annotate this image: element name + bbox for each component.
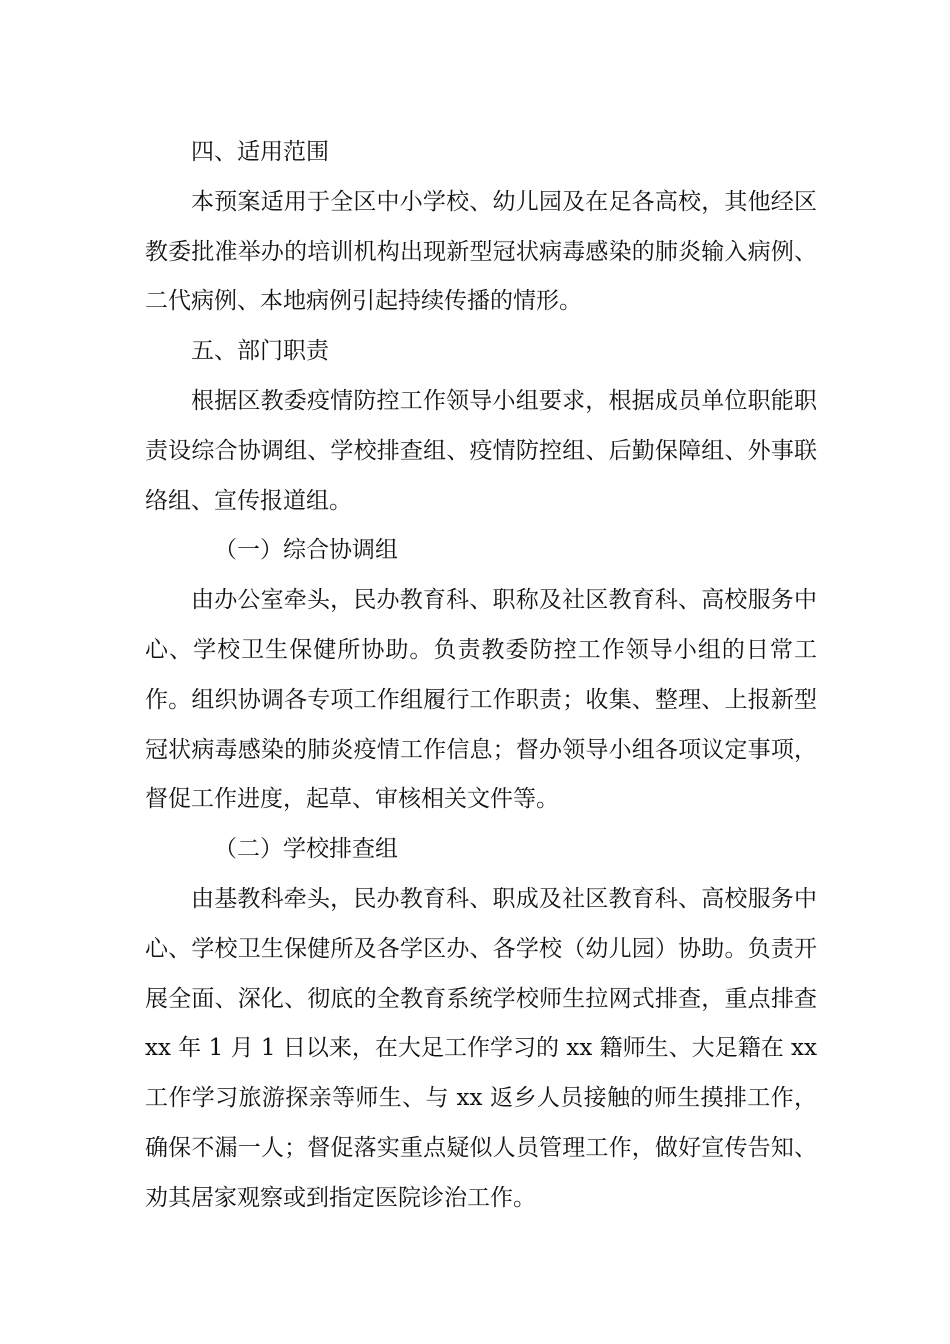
subsection-heading-screening: （二）学校排查组 [214, 836, 398, 863]
section-heading-scope: 四、适用范围 [191, 139, 329, 165]
paragraph-duties: 根据区教委疫情防控工作领导小组要求，根据成员单位职能职责设综合协调组、学校排查组、疫情防控组、后勤保障组、外事联络组、宣传报道组。 [145, 387, 817, 514]
document-body [145, 128, 817, 1224]
section-heading-duties: 五、部门职责 [191, 338, 329, 365]
subsection-heading-coordination: （一）综合协调组 [214, 537, 398, 564]
paragraph-scope: 本预案适用于全区中小学校、幼儿园及在足各高校，其他经区教委批准举办的培训机构出现新型冠状病毒感染的肺炎输入病例、二代病例、本地病例引起持续传播的情形。 [145, 188, 817, 315]
paragraph-coordination: 由办公室牵头，民办教育科、职称及社区教育科、高校服务中心、学校卫生保健所协助。负责教委防控工作领导小组的日常工作。组织协调各专项工作组履行工作职责；收集、整理、上报新型冠状病毒感染的肺炎疫情工作信息；督办领导小组各项议定事项，督促工作进度，起草、审核相关文件等。 [145, 587, 817, 813]
paragraph-screening: 由基教科牵头，民办教育科、职成及社区教育科、高校服务中心、学校卫生保健所及各学区办、各学校（幼儿园）协助。负责开展全面、深化、彻底的全教育系统学校师生拉网式排查，重点排查 xx 年 1 月 1 日以来，在大足工作学习的 xx 籍师生、大足籍在 xx 工作学习旅游探亲等师生、与 xx 返乡人员接触的师生摸排工作，确保不漏一人；督促落实重点疑似人员管理工作，做好宣传告知、劝其居家观察或到指定医院诊治工作。 [145, 885, 817, 1211]
